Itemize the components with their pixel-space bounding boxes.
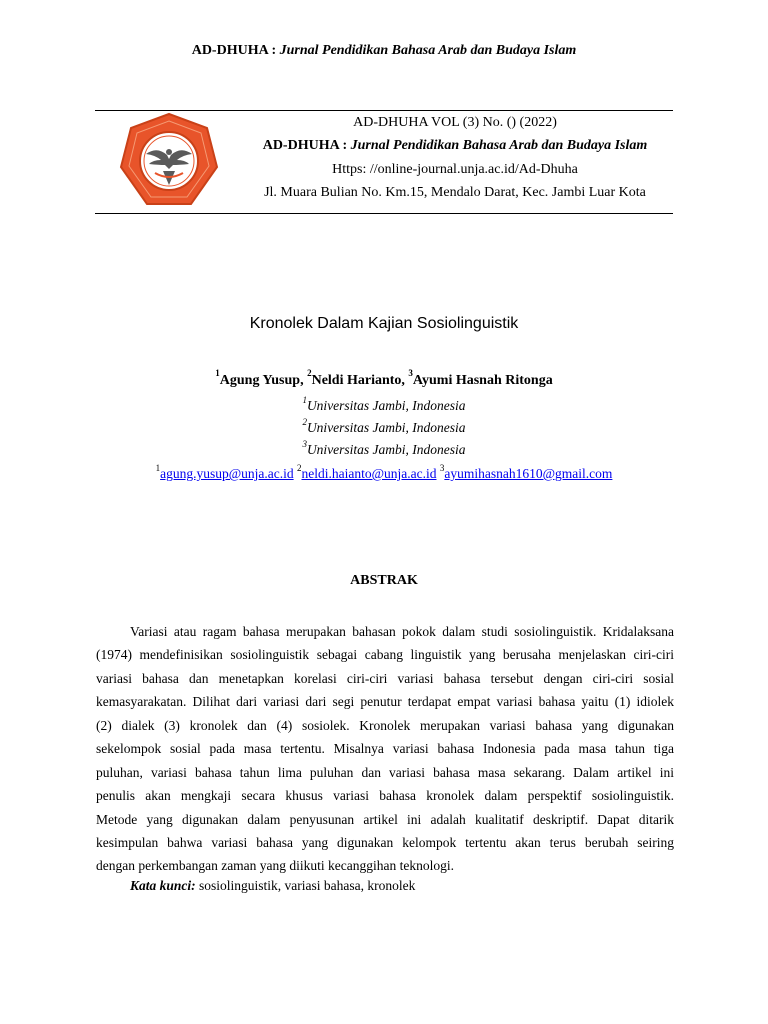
masthead-journal-separator: : (338, 138, 351, 154)
masthead-journal (225, 136, 685, 159)
abstract-line: kemasyarakatan. Dilihat dari variasi dari segi penutur terdapat empat variasi bahasa yaitu (1) idiolek (96, 694, 674, 710)
keywords-text: sosiolinguistik, variasi bahasa, kronolek (195, 878, 416, 893)
author-2-name: Neldi Harianto, (311, 373, 409, 388)
affiliation-2-text: Universitas Jambi, Indonesia (306, 420, 466, 435)
abstract-line: variasi bahasa dan menetapkan korelasi ciri-ciri variasi bahasa tersebut dengan ciri-ciri sosial (96, 670, 674, 686)
abstract-line: kesimpulan bahwa variasi bahasa yang digunakan kelompok tertentu akan terus berubah seiring (96, 834, 674, 850)
affiliation-2-number: 2 (302, 416, 307, 427)
affiliation-1-number: 1 (302, 394, 307, 405)
author-emails (0, 464, 768, 484)
keywords-label: Kata kunci: (130, 878, 196, 893)
affiliation-2 (0, 416, 768, 437)
affiliation-3-number: 3 (302, 438, 307, 449)
masthead-volume: AD-DHUHA VOL (3) No. () (2022) (353, 115, 557, 130)
article-title: Kronolek Dalam Kajian Sosiolinguistik (249, 315, 519, 332)
masthead (225, 113, 685, 206)
university-emblem-icon (119, 111, 219, 209)
masthead-address: Jl. Muara Bulian No. Km.15, Mendalo Darat, Kec. Jambi Luar Kota (264, 184, 646, 200)
email-3-number: 3 (439, 462, 445, 473)
abstract-line: Variasi atau ragam bahasa merupakan bahasan pokok dalam studi sosiolinguistik. Kridalaksana (130, 624, 674, 639)
abstract-line: Metode yang digunakan dalam penyusunan artikel ini adalah kualitatif deskriptif. Dapat ditarik (96, 811, 674, 827)
affiliation-3 (0, 438, 768, 459)
email-1-link[interactable]: agung.yusup@unja.ac.id (160, 466, 294, 481)
author-3-number: 3 (408, 368, 413, 379)
affiliation-1-text: Universitas Jambi, Indonesia (306, 398, 466, 413)
running-header-separator: : (267, 43, 280, 58)
masthead-url: Https: //online-journal.unja.ac.id/Ad-Dhuha (332, 161, 578, 177)
author-list (0, 368, 768, 391)
author-2-number: 2 (307, 368, 312, 379)
email-2-number: 2 (296, 462, 302, 473)
masthead-journal-abbrev: AD-DHUHA (262, 138, 339, 154)
abstract-line: dengan perkembangan zaman yang diikuti kecanggihan teknologi. (96, 858, 455, 874)
abstract-line: penulis akan mengkaji secara khusus variasi bahasa kronolek dalam perspektif sosiolinguistik. (96, 788, 674, 804)
abstract-heading: ABSTRAK (350, 573, 418, 588)
abstract-body (96, 620, 674, 878)
running-header-abbrev: AD-DHUHA (191, 43, 268, 58)
affiliation-3-text: Universitas Jambi, Indonesia (306, 442, 466, 457)
author-1-name: Agung Yusup, (219, 373, 308, 388)
masthead-journal-name: Jurnal Pendidikan Bahasa Arab dan Budaya Islam (350, 138, 648, 154)
abstract-line: (2) dialek (3) kronolek dan (4) sosiolek. Kronolek merupakan variasi bahasa yang digunakan (96, 717, 674, 733)
email-1-number: 1 (155, 462, 161, 473)
abstract-line: puluhan, variasi bahasa tahun lima puluhan dan variasi bahasa masa sekarang. Dalam artikel ini (96, 764, 674, 780)
author-3-name: Ayumi Hasnah Ritonga (412, 373, 553, 388)
running-header (0, 42, 768, 60)
email-3-link[interactable]: ayumihasnah1610@gmail.com (444, 466, 613, 481)
email-2-link[interactable]: neldi.haianto@unja.ac.id (301, 466, 437, 481)
author-1-number: 1 (215, 368, 220, 379)
abstract-line: (1974) mendefinisikan sosiolinguistik sebagai cabang linguistik yang berusaha menjelaskan ciri-ciri (96, 647, 674, 663)
running-header-journal-name: Jurnal Pendidikan Bahasa Arab dan Budaya Islam (279, 43, 577, 58)
masthead-bottom-rule (95, 213, 673, 214)
abstract-line: sekelompok sosial pada masa tertentu. Misalnya variasi bahasa Indonesia pada masa tahun tiga (96, 741, 674, 757)
keywords (130, 876, 670, 896)
affiliation-1 (0, 394, 768, 415)
